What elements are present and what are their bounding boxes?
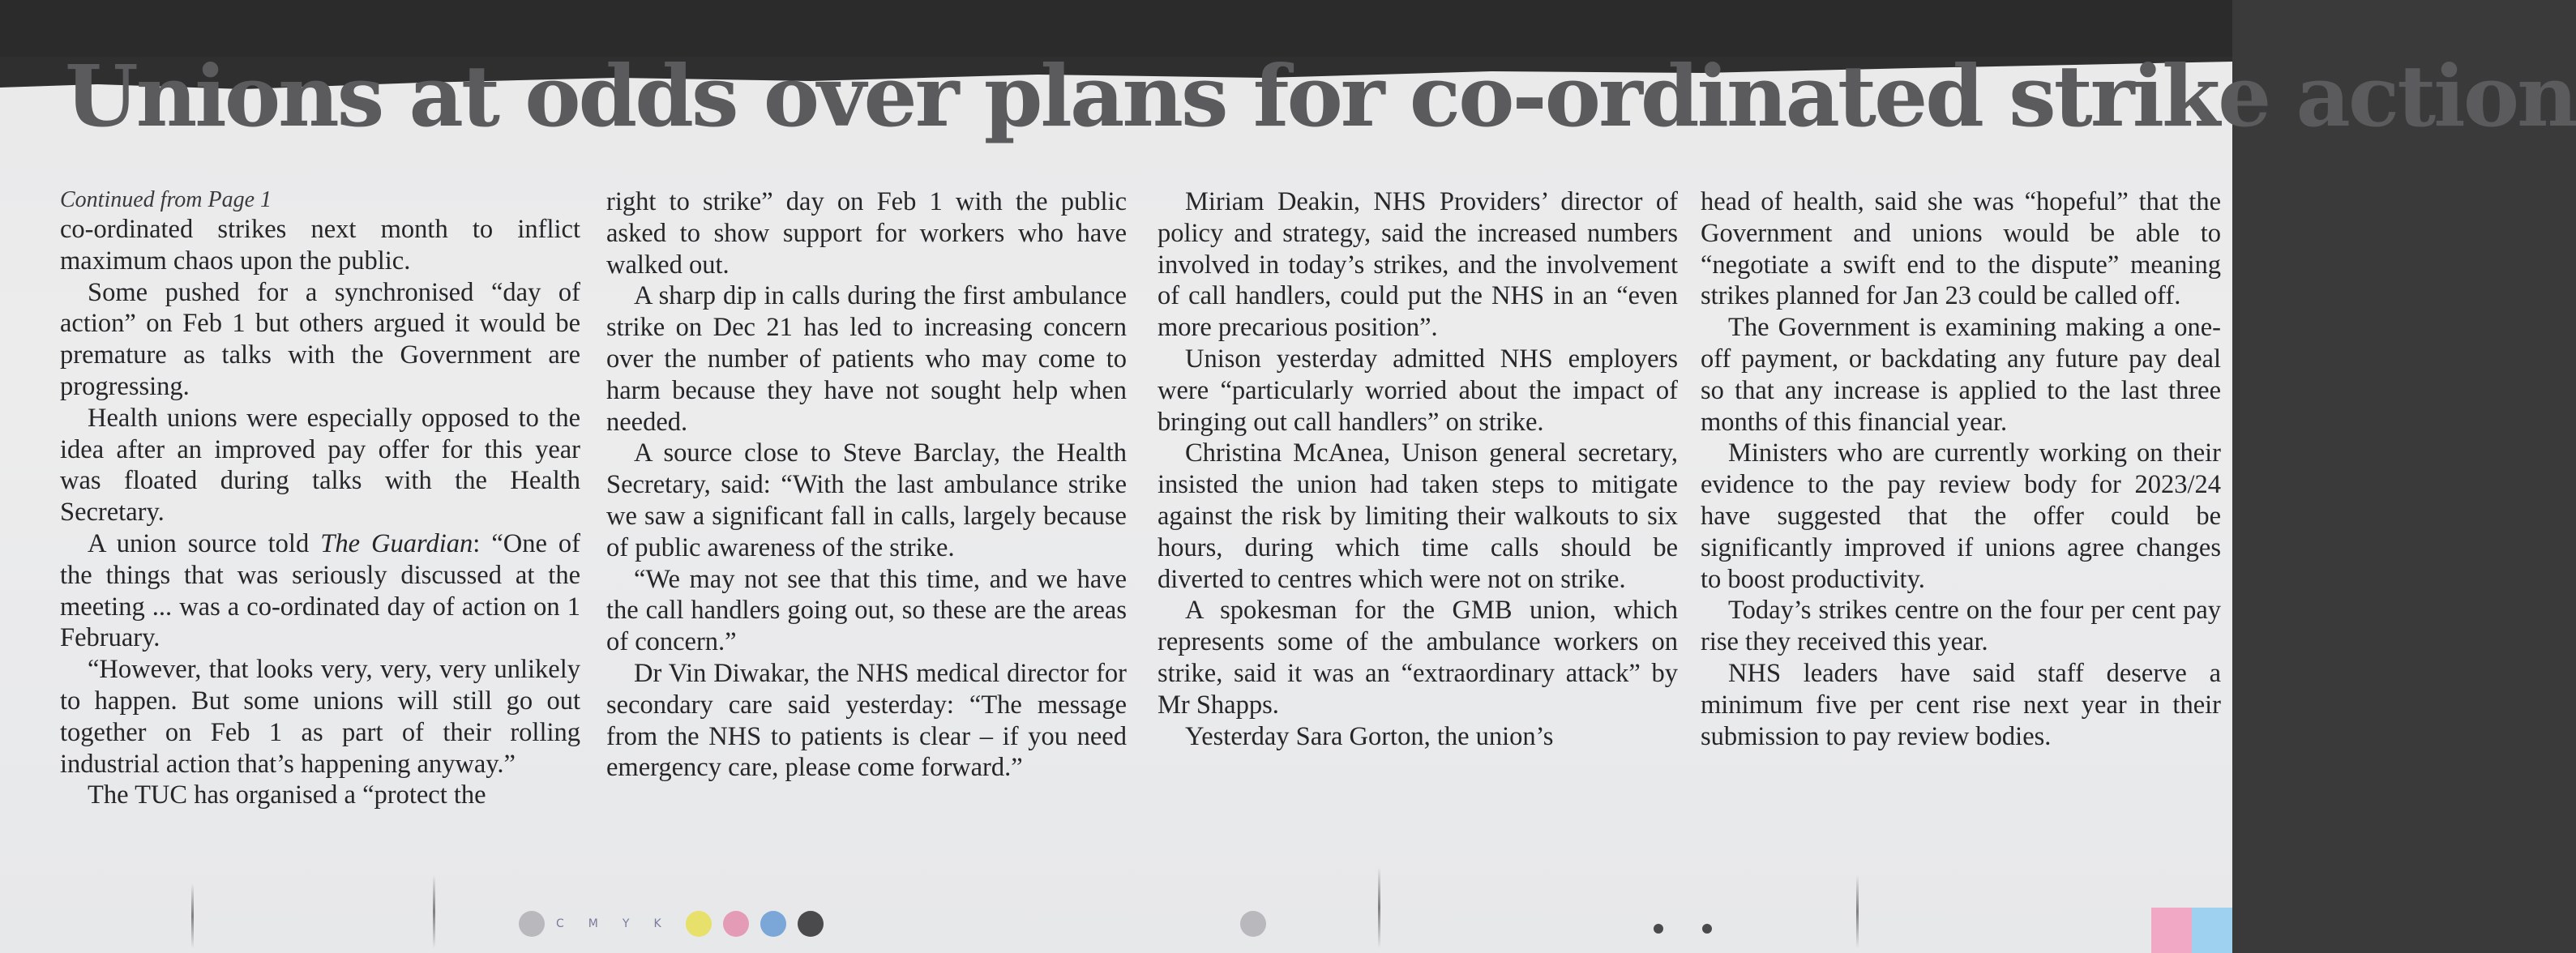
publication-name: The Guardian	[320, 528, 473, 558]
registration-dot	[1240, 911, 1266, 937]
paragraph: Christina McAnea, Unison general secretary, insisted the union had taken steps to mitigate against the risk by limiting their walkouts to six hours, during which time calls should be diverted to centres which were not on strike.	[1157, 438, 1678, 594]
paragraph-source	[60, 528, 580, 654]
article-column-2	[606, 186, 1127, 784]
paragraph: “However, that looks very, very, very unlikely to happen. But some unions will still go out together on Feb 1 as part of their rolling industrial action that’s happening anyway.”	[60, 655, 580, 779]
paragraph: “We may not see that this time, and we have the call handlers going out, so these are the areas of concern.”	[606, 564, 1127, 657]
paragraph: co-ordinated strikes next month to inflict maximum chaos upon the public.	[60, 215, 580, 276]
article-headline: Unions at odds over plans for co-ordinated strike action	[65, 46, 2576, 146]
paper-crease	[433, 875, 435, 948]
paragraph: Miriam Deakin, NHS Providers’ director of policy and strategy, said the increased numbers involved in today’s strikes, and the involvement of call handlers, could put the NHS in an “even more precarious position”.	[1157, 187, 1678, 343]
paper-crease	[1378, 867, 1380, 948]
registration-dot	[519, 911, 545, 937]
paragraph: A sharp dip in calls during the first ambulance strike on Dec 21 has led to increasing concern over the number of patients who may come to harm because they have not sought help when needed.	[606, 281, 1127, 437]
paragraph: The Government is examining making a one-off payment, or backdating any future pay deal so that any increase is applied to the last three months of this financial year.	[1701, 313, 2221, 437]
paragraph: Some pushed for a synchronised “day of action” on Feb 1 but others argued it would be premature as talks with the Government are progressing.	[60, 277, 580, 401]
paragraph: Yesterday Sara Gorton, the union’s	[1185, 721, 1554, 751]
registration-dot	[798, 911, 824, 937]
paragraph: Today’s strikes centre on the four per cent pay rise they received this year.	[1701, 596, 2221, 657]
paragraph: right to strike” day on Feb 1 with the public asked to show support for workers who have walked out.	[606, 187, 1127, 280]
quote-text: “One of the things that was seriously discussed at the meeting ... was a co-ordinated day of action on 1 February.	[60, 528, 580, 653]
paragraph: Health unions were especially opposed to the idea after an improved pay offer for this year was floated during talks with the Health Secretary.	[60, 403, 580, 528]
paragraph: A source close to Steve Barclay, the Health Secretary, said: “With the last ambulance strike we saw a significant fall in calls, largely because of public awareness of the strike.	[606, 438, 1127, 562]
paragraph: head of health, said she was “hopeful” that the Government and unions would be able to “negotiate a swift end to the dispute” meaning strikes planned for Jan 23 could be called off.	[1701, 187, 2221, 311]
print-registration-marks	[519, 908, 835, 940]
print-color-bar	[2151, 908, 2232, 953]
paragraph: The TUC has organised a “protect the	[88, 780, 486, 810]
registration-letter: M	[588, 917, 598, 930]
paragraph: Dr Vin Diwakar, the NHS medical director for secondary care said yesterday: “The message from the NHS to patients is clear – if you need emergency care, please come forward.”	[606, 658, 1127, 783]
paragraph: Ministers who are currently working on their evidence to the pay review body for 2023/24 have suggested that the offer could be significantly improved if unions agree changes to boost productivity.	[1701, 438, 2221, 594]
paragraph: Unison yesterday admitted NHS employers were “particularly worried about the impact of bringing out call handlers” on strike.	[1157, 344, 1678, 437]
source-colon: :	[473, 528, 481, 558]
registration-letter: K	[653, 917, 661, 930]
registration-letter: C	[556, 917, 564, 930]
registration-dot	[1702, 924, 1712, 934]
registration-dot	[760, 911, 786, 937]
continued-from-label: Continued from Page 1	[60, 187, 272, 212]
paper-crease	[191, 883, 194, 948]
paper-crease	[1856, 875, 1859, 948]
article-column-3	[1157, 186, 1678, 752]
article-column-4	[1701, 186, 2221, 752]
paragraph: A spokesman for the GMB union, which represents some of the ambulance workers on strike, said it was an “extraordinary attack” by Mr Shapps.	[1157, 596, 1678, 720]
registration-dot	[1654, 924, 1663, 934]
article-column-1	[60, 186, 580, 811]
source-intro: A union source told	[88, 528, 321, 558]
color-swatch	[2192, 908, 2232, 953]
paragraph: NHS leaders have said staff deserve a minimum five per cent rise next year in their submission to pay review bodies.	[1701, 658, 2221, 751]
color-swatch	[2151, 908, 2192, 953]
registration-letter: Y	[622, 917, 630, 930]
registration-dot	[723, 911, 749, 937]
registration-dot	[686, 911, 712, 937]
